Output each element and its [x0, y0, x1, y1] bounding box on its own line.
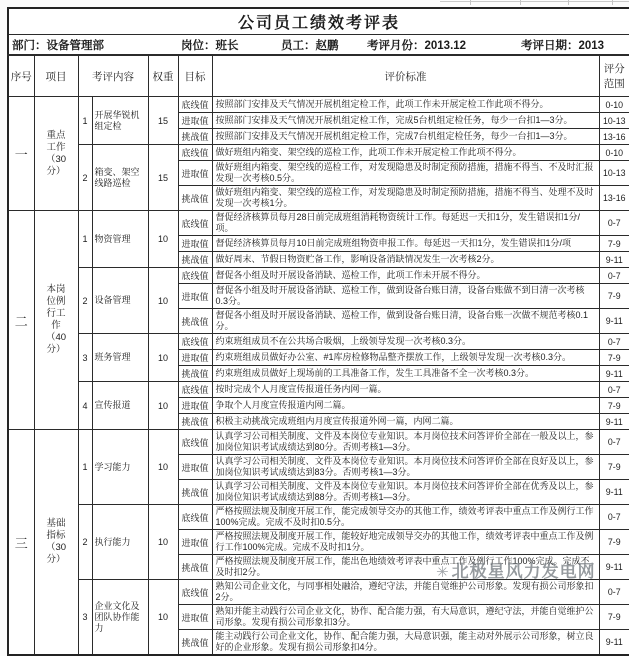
- edge-gridline: [440, 1, 629, 2]
- range-cell: 0-7: [599, 211, 629, 236]
- col-header-criteria: 评价标准: [212, 55, 599, 97]
- target-level-cell: 底线值: [178, 211, 212, 236]
- target-level-cell: 挑战值: [178, 414, 212, 430]
- table-row: [8, 145, 629, 161]
- criteria-cell: 按照部门安排及天气情况开展机组定检工作，完成5台机组定检任务，每少一台扣1—3分。: [212, 113, 599, 129]
- target-level-cell: 挑战值: [178, 366, 212, 382]
- range-cell: 7-9: [599, 530, 629, 555]
- target-level-cell: 底线值: [178, 430, 212, 455]
- item-cell: 基础指标（30分）: [34, 430, 78, 656]
- criteria-cell: 严格按照法规及制度开展工作，能出色地绩效考评表中重点工作及例行工作100%完成。完成不及时扣2分。: [212, 555, 599, 580]
- criteria-cell: 认真学习公司相关制度、文件及本岗位专业知识。本月岗位技术问答评价全部在良好及以上，参加岗位知识考试成绩达到83分。否则考核1—3分。: [212, 455, 599, 480]
- range-cell: 7-9: [599, 350, 629, 366]
- content-name-cell: 物资管理: [92, 211, 148, 268]
- target-level-cell: 底线值: [178, 268, 212, 284]
- page-title: 公司员工绩效考评表: [8, 8, 629, 35]
- target-level-cell: 进取值: [178, 350, 212, 366]
- info-cell: [8, 35, 629, 56]
- table-row: [8, 430, 629, 455]
- table-row: [8, 334, 629, 350]
- target-level-cell: 进取值: [178, 455, 212, 480]
- title-row: [8, 8, 629, 35]
- department-field: 部门：设备管理部: [12, 40, 104, 52]
- sub-no-cell: 4: [78, 382, 92, 430]
- range-cell: 7-9: [599, 605, 629, 630]
- criteria-cell: 做好班组内箱变、架空线的巡检工作，对发现隐患及时制定预防措施，措施不得当、不及时汇报发现一次考核0.5分。: [212, 161, 599, 186]
- criteria-cell: 督促经济核算员每月10日前完成班组物资申报工作。每延迟一天扣1分，发生错误扣1分/项: [212, 236, 599, 252]
- table-row: [8, 505, 629, 530]
- sub-no-cell: 1: [78, 430, 92, 505]
- target-level-cell: 底线值: [178, 334, 212, 350]
- edge-grid-tick: [520, 0, 521, 5]
- eval-month-field: 考评月份：2013.12: [367, 40, 467, 52]
- employee-field: 员工：赵鹏: [281, 40, 339, 52]
- column-header-row: [8, 55, 629, 97]
- weight-cell: 10: [148, 268, 178, 334]
- edge-grid-tick: [612, 0, 613, 5]
- edge-grid-tick: [568, 0, 569, 5]
- sub-no-cell: 1: [78, 211, 92, 268]
- col-header-no: 序号: [8, 55, 34, 97]
- target-level-cell: 挑战值: [178, 129, 212, 145]
- target-level-cell: 挑战值: [178, 252, 212, 268]
- range-cell: 10-13: [599, 113, 629, 129]
- position-field: 岗位：班长: [181, 40, 239, 52]
- range-cell: 0-7: [599, 334, 629, 350]
- criteria-cell: 争取个人月度宣传报道内网二篇。: [212, 398, 599, 414]
- range-cell: 9-11: [599, 630, 629, 656]
- target-level-cell: 底线值: [178, 580, 212, 605]
- target-level-cell: 底线值: [178, 145, 212, 161]
- sub-no-cell: 2: [78, 505, 92, 580]
- cutoff-spreadsheet-edge: [0, 0, 629, 7]
- content-name-cell: 箱变、架空线路巡检: [92, 145, 148, 211]
- criteria-cell: 做好班组内箱变、架空线的巡检工作，此项工作未开展定检工作此项不得分。: [212, 145, 599, 161]
- sub-no-cell: 2: [78, 145, 92, 211]
- table-row: [8, 97, 629, 113]
- range-cell: 9-11: [599, 366, 629, 382]
- sub-no-cell: 3: [78, 334, 92, 382]
- range-cell: 0-7: [599, 505, 629, 530]
- info-row: [8, 35, 629, 56]
- watermark-text: 北极星风力发电网: [451, 562, 596, 581]
- criteria-cell: 做好班组内箱变、架空线的巡检工作，对发现隐患及时制定预防措施，措施不得当、处理不及时发现一次考核1分。: [212, 186, 599, 211]
- range-cell: 7-9: [599, 398, 629, 414]
- weight-cell: 10: [148, 334, 178, 382]
- target-level-cell: 挑战值: [178, 309, 212, 334]
- watermark: [436, 557, 596, 582]
- range-cell: 9-11: [599, 309, 629, 334]
- table-row: [8, 580, 629, 605]
- weight-cell: 10: [148, 580, 178, 656]
- range-cell: 9-11: [599, 555, 629, 580]
- item-cell: 本岗位例行工作（40分）: [34, 211, 78, 430]
- range-cell: 10-13: [599, 161, 629, 186]
- criteria-cell: 熟知公司企业文化，与同事相处融洽，遵纪守法，并能自觉维护公司形象。发现有损公司形象扣2分。: [212, 580, 599, 605]
- sub-no-cell: 2: [78, 268, 92, 334]
- target-level-cell: 底线值: [178, 505, 212, 530]
- range-cell: 0-7: [599, 430, 629, 455]
- weight-cell: 10: [148, 382, 178, 430]
- section-no-cell: 三: [8, 430, 34, 656]
- weight-cell: 15: [148, 97, 178, 145]
- range-cell: 0-10: [599, 145, 629, 161]
- col-header-weight: 权重: [148, 55, 178, 97]
- col-header-target: 目标: [178, 55, 212, 97]
- content-name-cell: 设备管理: [92, 268, 148, 334]
- col-header-item: 项目: [34, 55, 78, 97]
- range-cell: 9-11: [599, 480, 629, 505]
- table-row: [8, 382, 629, 398]
- item-cell: 重点工作（30分）: [34, 97, 78, 211]
- content-name-cell: 学习能力: [92, 430, 148, 505]
- criteria-cell: 熟知并能主动践行公司企业文化，协作、配合能力强，有大局意识，遵纪守法，并能自觉维护公司形象。发现有损公司形象扣3分。: [212, 605, 599, 630]
- edge-grid-tick: [470, 0, 471, 5]
- weight-cell: 10: [148, 505, 178, 580]
- range-cell: 0-10: [599, 97, 629, 113]
- table-row: [8, 268, 629, 284]
- criteria-cell: 严格按照法规及制度开展工作，能较好地完成领导交办的其他工作，绩效考评表中重点工作及例行工作100%完成。完成不及时扣1分。: [212, 530, 599, 555]
- content-name-cell: 开展华锐机组定检: [92, 97, 148, 145]
- range-cell: 9-11: [599, 252, 629, 268]
- eval-date-field: 考评日期：2013: [521, 40, 605, 52]
- criteria-cell: 约束班组成员做好办公室、#1库房检修物品整齐摆放工作，上级领导发现一次考核0.3分。: [212, 350, 599, 366]
- weight-cell: 10: [148, 430, 178, 505]
- col-header-content: 考评内容: [78, 55, 148, 97]
- star-logo-icon: ✳: [436, 564, 450, 581]
- content-name-cell: 班务管理: [92, 334, 148, 382]
- weight-cell: 10: [148, 211, 178, 268]
- criteria-cell: 督促各小组及时开展设备消缺、巡检工作，做到设备台账日清，设备台账一次做不规范考核0.1分。: [212, 309, 599, 334]
- criteria-cell: 积极主动挑战完成班组内月度宣传报道外网一篇，内网二篇。: [212, 414, 599, 430]
- target-level-cell: 挑战值: [178, 480, 212, 505]
- criteria-cell: 约束班组成员做好上现场前的工具准备工作，发生工具准备不全一次考核0.3分。: [212, 366, 599, 382]
- target-level-cell: 进取值: [178, 284, 212, 309]
- criteria-cell: 约束班组成员不在公共场合吸烟，上级领导发现一次考核0.3分。: [212, 334, 599, 350]
- col-header-range: 评分范围: [599, 55, 629, 97]
- target-level-cell: 进取值: [178, 113, 212, 129]
- target-level-cell: 挑战值: [178, 186, 212, 211]
- target-level-cell: 进取值: [178, 161, 212, 186]
- target-level-cell: 底线值: [178, 97, 212, 113]
- section-no-cell: 一: [8, 97, 34, 211]
- range-cell: 13-16: [599, 129, 629, 145]
- criteria-cell: 督促经济核算员每月28日前完成班组消耗物资统计工作。每延迟一天扣1分，发生错误扣1分/项。: [212, 211, 599, 236]
- range-cell: 7-9: [599, 236, 629, 252]
- criteria-cell: 督促各小组及时开展设备消缺、巡检工作，此项工作未开展不得分。: [212, 268, 599, 284]
- criteria-cell: 做好周末、节假日物资贮备工作，影响设备消缺情况发生一次考核2分。: [212, 252, 599, 268]
- range-cell: 0-7: [599, 268, 629, 284]
- target-level-cell: 进取值: [178, 530, 212, 555]
- range-cell: 7-9: [599, 284, 629, 309]
- target-level-cell: 挑战值: [178, 630, 212, 656]
- target-level-cell: 进取值: [178, 236, 212, 252]
- range-cell: 0-7: [599, 580, 629, 605]
- range-cell: 13-16: [599, 186, 629, 211]
- criteria-cell: 能主动践行公司企业文化，协作、配合能力强，大局意识强，能主动对外展示公司形象，树立良好的企业形象。发现有损公司形象扣4分。: [212, 630, 599, 656]
- sub-no-cell: 3: [78, 580, 92, 656]
- criteria-cell: 按照部门安排及天气情况开展机组定检工作，此项工作未开展定检工作此项不得分。: [212, 97, 599, 113]
- sub-no-cell: 1: [78, 97, 92, 145]
- criteria-cell: 督促各小组及时开展设备消缺、巡检工作，做到设备台账日清，设备台账做不到日清一次考核0.3分。: [212, 284, 599, 309]
- criteria-cell: 按时完成个人月度宣传报道任务内网一篇。: [212, 382, 599, 398]
- criteria-cell: 按照部门安排及天气情况开展机组定检工作，完成7台机组定检任务，每少一台扣1—3分。: [212, 129, 599, 145]
- content-name-cell: 企业文化及团队协作能力: [92, 580, 148, 656]
- range-cell: 0-7: [599, 382, 629, 398]
- target-level-cell: 底线值: [178, 382, 212, 398]
- weight-cell: 15: [148, 145, 178, 211]
- target-level-cell: 进取值: [178, 398, 212, 414]
- table-row: [8, 211, 629, 236]
- section-no-cell: 二: [8, 211, 34, 430]
- criteria-cell: 认真学习公司相关制度、文件及本岗位专业知识。本月岗位技术问答评价全部在优秀及以上，参加岗位知识考试成绩达到88分。否则考核1—3分。: [212, 480, 599, 505]
- range-cell: 7-9: [599, 455, 629, 480]
- target-level-cell: 进取值: [178, 605, 212, 630]
- target-level-cell: 挑战值: [178, 555, 212, 580]
- content-name-cell: 宣传报道: [92, 382, 148, 430]
- criteria-cell: 严格按照法规及制度开展工作，能完成领导交办的其他工作，绩效考评表中重点工作及例行工作100%完成。完成不及时扣0.5分。: [212, 505, 599, 530]
- criteria-cell: 认真学习公司相关制度、文件及本岗位专业知识。本月岗位技术问答评价全部在一般及以上，参加岗位知识考试成绩达到80分。否则考核1—3分。: [212, 430, 599, 455]
- range-cell: 9-11: [599, 414, 629, 430]
- content-name-cell: 执行能力: [92, 505, 148, 580]
